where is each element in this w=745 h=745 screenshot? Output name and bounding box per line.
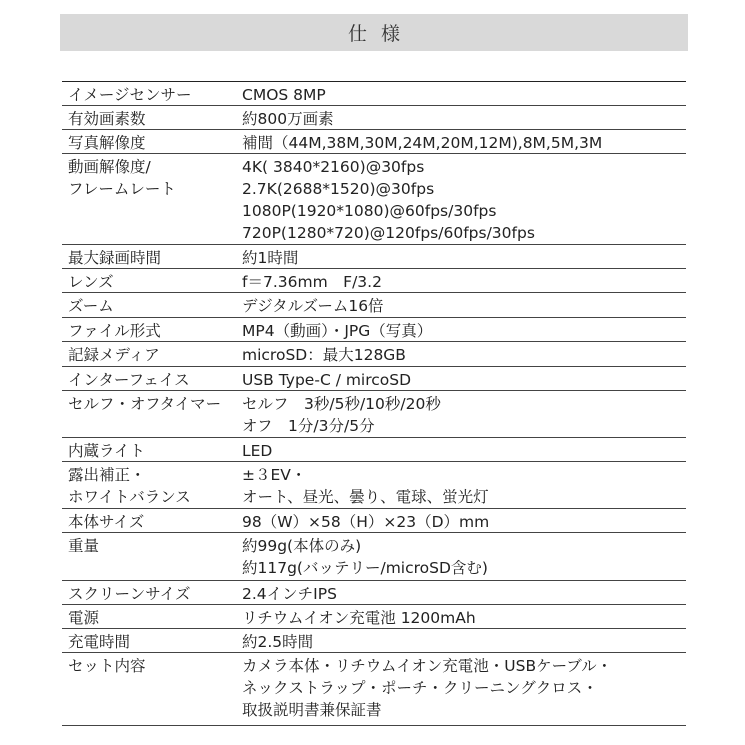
spec-label: 有効画素数 — [68, 110, 146, 128]
spec-value: MP4（動画）・JPG（写真） — [242, 322, 433, 340]
spec-row — [62, 653, 686, 726]
spec-value: リチウムイオン充電池 1200mAh — [242, 609, 476, 627]
spec-row — [62, 367, 686, 391]
spec-label: インターフェイス — [68, 371, 190, 389]
spec-row — [62, 130, 686, 154]
spec-value: LED — [242, 442, 273, 460]
spec-row — [62, 154, 686, 245]
spec-row — [62, 509, 686, 533]
spec-label: 重量 — [68, 537, 100, 555]
spec-label: 電源 — [68, 609, 100, 627]
spec-row — [62, 293, 686, 318]
spec-row — [62, 533, 686, 581]
spec-value: 約99g(本体のみ) 約117g(バッテリー/microSD含む) — [242, 537, 488, 577]
spec-label: ズーム — [68, 297, 114, 315]
spec-value: ±３EV・ オート、昼光、曇り、電球、蛍光灯 — [242, 466, 489, 506]
spec-row — [62, 269, 686, 293]
spec-value: 4K( 3840*2160)@30fps 2.7K(2688*1520)@30fps 1080P(1920*1080)@60fps/30fps 720P(1280*720)@120fps/60fps/30fps — [242, 158, 535, 242]
spec-label: レンズ — [68, 273, 114, 291]
spec-row — [62, 605, 686, 629]
spec-label: セット内容 — [68, 657, 146, 675]
spec-value: 補間（44M,38M,30M,24M,20M,12M),8M,5M,3M — [242, 134, 603, 152]
spec-label: 露出補正・ ホワイトバランス — [68, 466, 191, 506]
spec-label: 充電時間 — [68, 633, 131, 651]
spec-row — [62, 245, 686, 269]
spec-row — [62, 438, 686, 462]
spec-label: 写真解像度 — [68, 134, 146, 152]
spec-value: USB Type-C / mircoSD — [242, 371, 412, 389]
spec-label: スクリーンサイズ — [68, 585, 191, 603]
spec-label: 最大録画時間 — [68, 249, 162, 267]
spec-value: 約2.5時間 — [242, 633, 314, 651]
spec-value: 約1時間 — [242, 249, 299, 267]
spec-label: セルフ・オフタイマー — [68, 395, 222, 413]
spec-value: 98（W）×58（H）×23（D）mm — [242, 513, 490, 531]
spec-label: 本体サイズ — [68, 513, 145, 531]
spec-table — [62, 81, 686, 726]
spec-row — [62, 391, 686, 438]
spec-row — [62, 629, 686, 653]
page-title: 仕様 — [60, 14, 688, 51]
spec-label: ファイル形式 — [68, 322, 161, 340]
spec-value: デジタルズーム16倍 — [242, 297, 384, 315]
spec-row — [62, 581, 686, 605]
spec-value: 2.4インチIPS — [242, 585, 337, 603]
spec-row — [62, 318, 686, 342]
spec-row — [62, 342, 686, 367]
spec-value: microSD：最大128GB — [242, 346, 406, 364]
spec-label: 内蔵ライト — [68, 442, 146, 460]
spec-value: CMOS 8MP — [242, 86, 326, 104]
spec-label: イメージセンサー — [68, 86, 192, 104]
spec-label: 動画解像度/ フレームレート — [68, 158, 176, 198]
spec-value: カメラ本体・リチウムイオン充電池・USBケーブル・ ネックストラップ・ポーチ・クリーニングクロス・ 取扱説明書兼保証書 — [242, 657, 613, 719]
spec-value: 約800万画素 — [242, 110, 334, 128]
spec-label: 記録メディア — [68, 346, 160, 364]
spec-row — [62, 462, 686, 509]
spec-row — [62, 106, 686, 130]
spec-value: セルフ 3秒/5秒/10秒/20秒 オフ 1分/3分/5分 — [242, 395, 441, 435]
spec-row — [62, 82, 686, 106]
spec-value: f＝7.36mm F/3.2 — [242, 273, 382, 291]
